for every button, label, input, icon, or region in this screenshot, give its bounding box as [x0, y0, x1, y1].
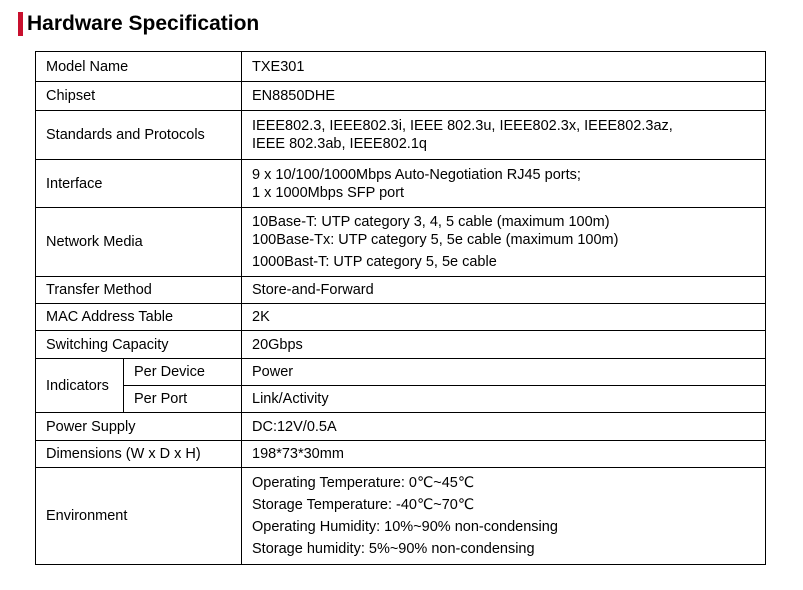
environment-line-2: Storage Temperature: -40℃~70℃ — [252, 497, 475, 513]
table-row — [36, 82, 766, 111]
network-media-line-1: 10Base-T: UTP category 3, 4, 5 cable (maximum 100m) — [252, 214, 610, 230]
page-title: Hardware Specification — [27, 12, 260, 35]
row-label-model-name: Model Name — [36, 52, 242, 82]
row-value-per-port: Link/Activity — [242, 386, 766, 413]
table-row — [36, 52, 766, 82]
row-value-environment — [242, 468, 766, 565]
page-heading — [18, 10, 259, 38]
row-label-environment: Environment — [36, 468, 242, 565]
row-value-interface — [242, 160, 766, 208]
standards-line-2: IEEE 802.3ab, IEEE802.1q — [252, 136, 427, 152]
standards-line-1: IEEE802.3, IEEE802.3i, IEEE 802.3u, IEEE802.3x, IEEE802.3az, — [252, 118, 673, 134]
interface-line-2: 1 x 1000Mbps SFP port — [252, 184, 405, 201]
row-value-per-device: Power — [242, 359, 766, 386]
environment-line-4: Storage humidity: 5%~90% non-condensing — [252, 541, 535, 557]
environment-line-1: Operating Temperature: 0℃~45℃ — [252, 475, 475, 491]
row-value-transfer-method: Store-and-Forward — [242, 277, 766, 304]
row-value-chipset: EN8850DHE — [242, 82, 766, 111]
table-row — [36, 441, 766, 468]
row-label-mac-table: MAC Address Table — [36, 304, 242, 331]
row-value-power-supply: DC:12V/0.5A — [242, 413, 766, 441]
network-media-line-2: 100Base-Tx: UTP category 5, 5e cable (maximum 100m) — [252, 232, 619, 248]
environment-line-3: Operating Humidity: 10%~90% non-condensing — [252, 519, 558, 535]
table-row — [36, 331, 766, 359]
row-value-standards — [242, 111, 766, 160]
row-value-mac-table: 2K — [242, 304, 766, 331]
row-label-transfer-method: Transfer Method — [36, 277, 242, 304]
table-row — [36, 160, 766, 208]
table-row — [36, 304, 766, 331]
table-row — [36, 277, 766, 304]
row-sublabel-per-device: Per Device — [124, 359, 242, 386]
table-row — [36, 386, 766, 413]
row-label-indicators: Indicators — [36, 359, 124, 413]
table-row — [36, 359, 766, 386]
row-label-switching-capacity: Switching Capacity — [36, 331, 242, 359]
heading-accent-bar — [18, 12, 23, 36]
table-row — [36, 413, 766, 441]
interface-line-1: 9 x 10/100/1000Mbps Auto-Negotiation RJ45 ports; — [252, 166, 581, 183]
network-media-line-3: 1000Bast-T: UTP category 5, 5e cable — [252, 254, 497, 270]
row-label-chipset: Chipset — [36, 82, 242, 111]
row-value-network-media — [242, 208, 766, 277]
row-value-model-name: TXE301 — [242, 52, 766, 82]
row-sublabel-per-port: Per Port — [124, 386, 242, 413]
table-row — [36, 208, 766, 277]
row-label-dimensions: Dimensions (W x D x H) — [36, 441, 242, 468]
hardware-spec-table — [35, 51, 766, 565]
row-label-power-supply: Power Supply — [36, 413, 242, 441]
row-value-switching-capacity: 20Gbps — [242, 331, 766, 359]
table-row — [36, 468, 766, 565]
row-label-interface: Interface — [36, 160, 242, 208]
row-label-network-media: Network Media — [36, 208, 242, 277]
table-row — [36, 111, 766, 160]
row-label-standards: Standards and Protocols — [36, 111, 242, 160]
row-value-dimensions: 198*73*30mm — [242, 441, 766, 468]
